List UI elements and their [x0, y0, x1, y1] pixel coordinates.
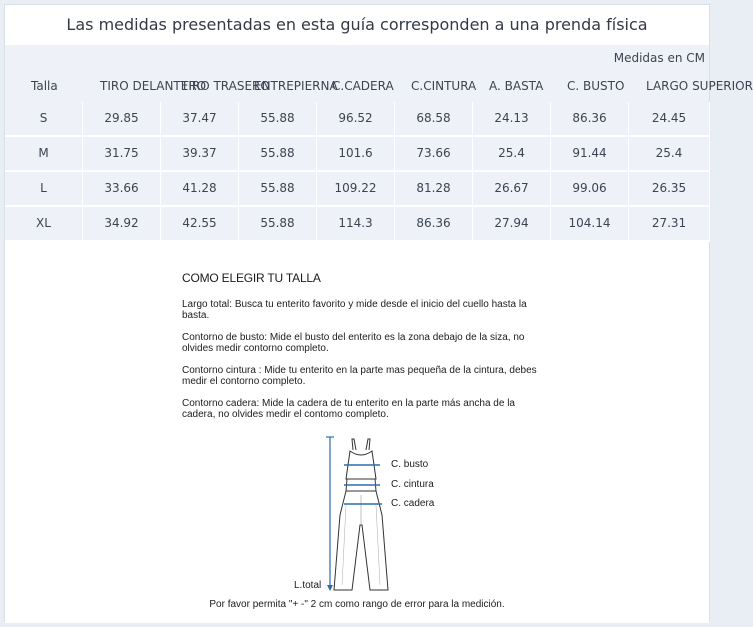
- size-instructions-image: [5, 245, 709, 623]
- table-cell: 104.14: [551, 207, 629, 242]
- label-cadera: C. cadera: [391, 498, 435, 509]
- page-title: Las medidas presentadas en esta guía corresponden a una prenda física: [5, 5, 709, 46]
- table-cell: 86.36: [551, 102, 629, 137]
- size-guide-panel: [4, 4, 753, 622]
- instructions-title: COMO ELEGIR TU TALLA: [182, 271, 321, 285]
- instruction-contorno-cintura: Contorno cintura : Mide tu enterito en la parte mas pequeña de la cintura, debes medir el contorno completo.: [182, 365, 537, 387]
- table-cell: 68.58: [395, 102, 473, 137]
- table-cell: L: [5, 172, 83, 207]
- table-cell: 99.06: [551, 172, 629, 207]
- table-cell: 42.55: [161, 207, 239, 242]
- label-cintura: C. cintura: [391, 479, 434, 490]
- table-cell: 114.3: [317, 207, 395, 242]
- table-cell: 26.35: [629, 172, 710, 207]
- header-tiro-trasero: TIRO TRASERO: [181, 79, 270, 93]
- header-c-cadera: C.CADERA: [332, 79, 394, 93]
- tolerance-note: Por favor permita "+ -" 2 cm como rango de error para la medición.: [209, 599, 505, 610]
- table-row: [5, 207, 709, 242]
- table-cell: 73.66: [395, 137, 473, 172]
- table-cell: 91.44: [551, 137, 629, 172]
- table-cell: 55.88: [239, 102, 317, 137]
- jumpsuit-illustration-icon: [290, 435, 470, 595]
- table-cell: S: [5, 102, 83, 137]
- header-tiro-delantero: TIRO DELANTERO: [100, 79, 207, 93]
- label-largo-total: L.total: [294, 580, 322, 591]
- table-row: [5, 137, 709, 172]
- table-cell: 27.31: [629, 207, 710, 242]
- table-cell: 33.66: [83, 172, 161, 207]
- table-row: [5, 172, 709, 207]
- table-cell: 101.6: [317, 137, 395, 172]
- table-cell: 55.88: [239, 172, 317, 207]
- table-cell: 55.88: [239, 137, 317, 172]
- instruction-contorno-cadera: Contorno cadera: Mide la cadera de tu enterito en la parte más ancha de la cadera, no olvides medir el contomo completo.: [182, 398, 515, 420]
- table-cell: 24.13: [473, 102, 551, 137]
- table-cell: 41.28: [161, 172, 239, 207]
- table-cell: 34.92: [83, 207, 161, 242]
- table-cell: 24.45: [629, 102, 710, 137]
- header-entrepierna: ENTREPIERNA: [254, 79, 338, 93]
- table-cell: 25.4: [473, 137, 551, 172]
- table-cell: 27.94: [473, 207, 551, 242]
- table-header: [5, 71, 753, 102]
- table-cell: 81.28: [395, 172, 473, 207]
- table-row: [5, 102, 709, 137]
- header-c-busto: C. BUSTO: [567, 79, 625, 93]
- header-largo-superior: LARGO SUPERIOR: [646, 79, 753, 93]
- table-cell: 37.47: [161, 102, 239, 137]
- table-cell: 86.36: [395, 207, 473, 242]
- table-cell: 96.52: [317, 102, 395, 137]
- jumpsuit-measure-figure: [290, 435, 470, 595]
- table-cell: 26.67: [473, 172, 551, 207]
- table-cell: M: [5, 137, 83, 172]
- table-cell: 39.37: [161, 137, 239, 172]
- unit-label: Medidas en CM: [613, 51, 705, 65]
- table-cell: 55.88: [239, 207, 317, 242]
- table-cell: 25.4: [629, 137, 710, 172]
- table-cell: 31.75: [83, 137, 161, 172]
- header-c-cintura: C.CINTURA: [411, 79, 477, 93]
- label-busto: C. busto: [391, 459, 429, 470]
- table-cell: 109.22: [317, 172, 395, 207]
- header-a-basta: A. BASTA: [489, 79, 544, 93]
- header-talla: Talla: [31, 79, 58, 93]
- table-cell: 29.85: [83, 102, 161, 137]
- unit-row: [5, 45, 709, 71]
- instruction-contorno-busto: Contorno de busto: Mide el busto del enterito es la zona debajo de la siza, no olvides medir contorno completo.: [182, 332, 525, 354]
- table-body: [5, 102, 709, 242]
- instruction-largo-total: Largo total: Busca tu enterito favorito y mide desde el inicio del cuello hasta la basta.: [182, 299, 527, 321]
- table-cell: XL: [5, 207, 83, 242]
